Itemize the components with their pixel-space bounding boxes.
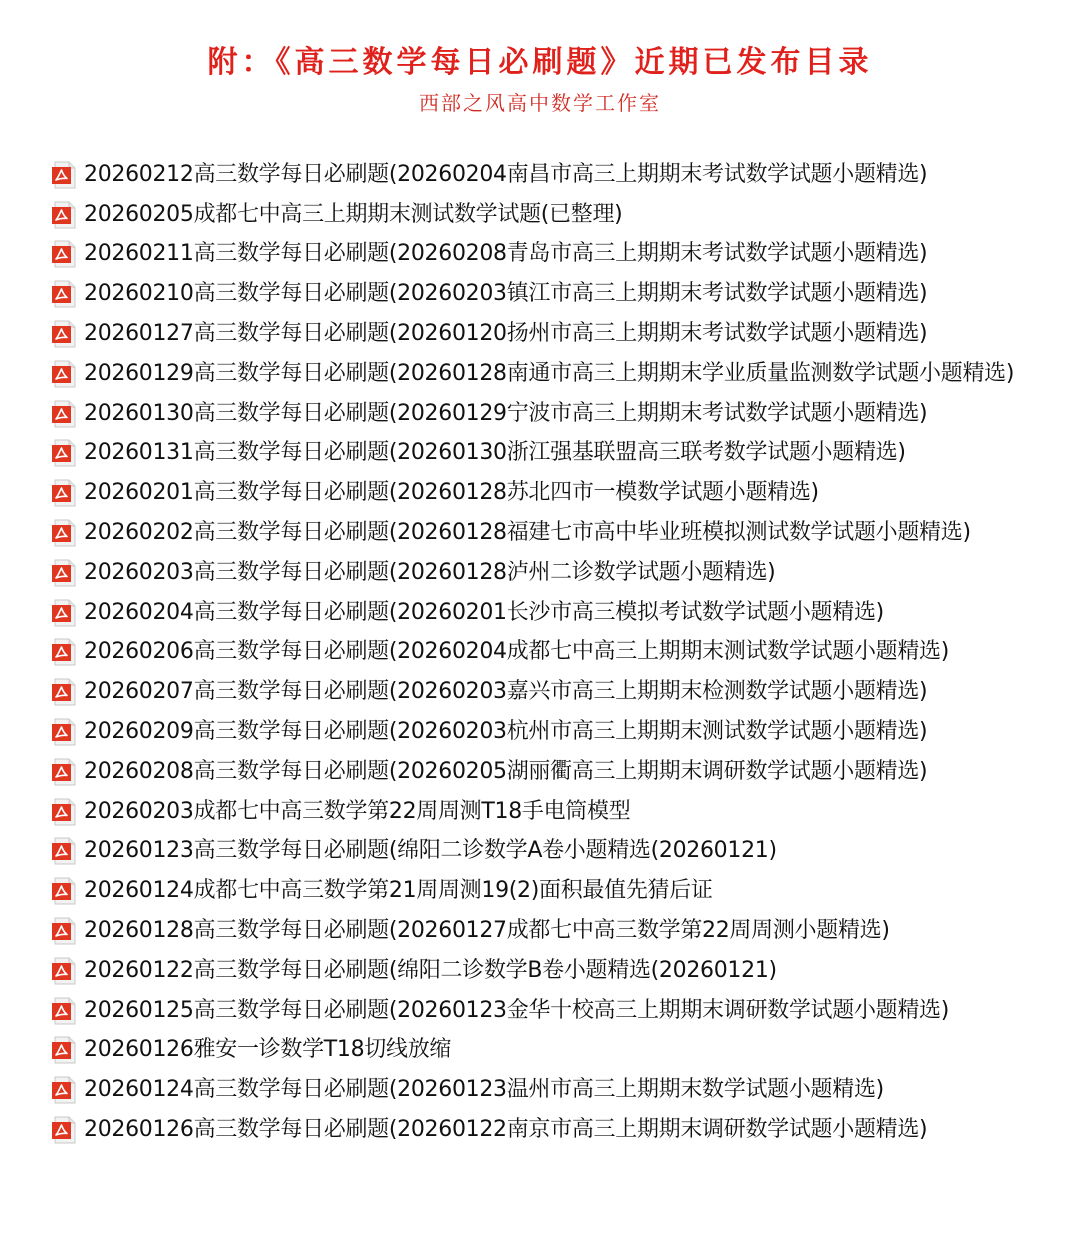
file-list-item[interactable] (50, 553, 1070, 593)
pdf-file-icon (50, 201, 78, 229)
pdf-file-icon (50, 599, 78, 627)
file-list-item[interactable] (50, 314, 1070, 354)
file-name: 20260205成都七中高三上期期末测试数学试题(已整理) (84, 201, 623, 227)
file-name: 20260211高三数学每日必刷题(20260208青岛市高三上期期末考试数学试题小题精选) (84, 241, 928, 267)
pdf-file-icon (50, 678, 78, 706)
file-name: 20260212高三数学每日必刷题(20260204南昌市高三上期期末考试数学试题小题精选) (84, 161, 928, 187)
file-name: 20260204高三数学每日必刷题(20260201长沙市高三模拟考试数学试题小题精选) (84, 599, 884, 625)
file-name: 20260130高三数学每日必刷题(20260129宁波市高三上期期末考试数学试题小题精选) (84, 400, 928, 426)
file-list-item[interactable] (50, 354, 1070, 394)
file-list-item[interactable] (50, 712, 1070, 752)
pdf-file-icon (50, 240, 78, 268)
file-name: 20260207高三数学每日必刷题(20260203嘉兴市高三上期期末检测数学试题小题精选) (84, 679, 928, 705)
pdf-file-icon (50, 758, 78, 786)
file-list-item[interactable] (50, 593, 1070, 633)
file-list-item[interactable] (50, 274, 1070, 314)
file-list-item[interactable] (50, 394, 1070, 434)
pdf-file-icon (50, 559, 78, 587)
file-name: 20260126高三数学每日必刷题(20260122南京市高三上期期末调研数学试题小题精选) (84, 1117, 928, 1143)
pdf-file-icon (50, 1076, 78, 1104)
file-name: 20260206高三数学每日必刷题(20260204成都七中高三上期期末测试数学试题小题精选) (84, 639, 950, 665)
pdf-file-icon (50, 997, 78, 1025)
pdf-file-icon (50, 161, 78, 189)
page-subtitle: 西部之风高中数学工作室 (419, 91, 661, 115)
file-list-item[interactable] (50, 911, 1070, 951)
file-list-item[interactable] (50, 473, 1070, 513)
file-name: 20260127高三数学每日必刷题(20260120扬州市高三上期期末考试数学试题小题精选) (84, 321, 928, 347)
file-list-item[interactable] (50, 1070, 1070, 1110)
file-name: 20260210高三数学每日必刷题(20260203镇江市高三上期期末考试数学试题小题精选) (84, 281, 928, 307)
file-list (50, 155, 1070, 1150)
file-list-item[interactable] (50, 871, 1070, 911)
pdf-file-icon (50, 917, 78, 945)
file-name: 20260124高三数学每日必刷题(20260123温州市高三上期期末数学试题小题精选) (84, 1077, 884, 1103)
file-list-item[interactable] (50, 513, 1070, 553)
file-name: 20260126雅安一诊数学T18切线放缩 (84, 1037, 452, 1063)
file-name: 20260208高三数学每日必刷题(20260205湖丽衢高三上期期末调研数学试题小题精选) (84, 758, 928, 784)
pdf-file-icon (50, 400, 78, 428)
file-list-item[interactable] (50, 235, 1070, 275)
file-name: 20260122高三数学每日必刷题(绵阳二诊数学B卷小题精选(20260121) (84, 957, 777, 983)
file-list-item[interactable] (50, 195, 1070, 235)
file-list-item[interactable] (50, 434, 1070, 474)
file-name: 20260203成都七中高三数学第22周周测T18手电筒模型 (84, 798, 631, 824)
pdf-file-icon (50, 877, 78, 905)
file-name: 20260201高三数学每日必刷题(20260128苏北四市一模数学试题小题精选) (84, 480, 819, 506)
pdf-file-icon (50, 320, 78, 348)
file-name: 20260124成都七中高三数学第21周周测19(2)面积最值先猜后证 (84, 878, 713, 904)
file-name: 20260131高三数学每日必刷题(20260130浙江强基联盟高三联考数学试题小题精选) (84, 440, 906, 466)
pdf-file-icon (50, 798, 78, 826)
pdf-file-icon (50, 479, 78, 507)
pdf-file-icon (50, 519, 78, 547)
file-name: 20260125高三数学每日必刷题(20260123金华十校高三上期期末调研数学试题小题精选) (84, 997, 950, 1023)
pdf-file-icon (50, 638, 78, 666)
file-name: 20260129高三数学每日必刷题(20260128南通市高三上期期末学业质量监测数学试题小题精选) (84, 360, 1015, 386)
file-list-item[interactable] (50, 951, 1070, 991)
file-list-item[interactable] (50, 832, 1070, 872)
file-name: 20260202高三数学每日必刷题(20260128福建七市高中毕业班模拟测试数学试题小题精选) (84, 520, 971, 546)
file-name: 20260209高三数学每日必刷题(20260203杭州市高三上期期末测试数学试题小题精选) (84, 719, 928, 745)
pdf-file-icon (50, 718, 78, 746)
file-list-item[interactable] (50, 633, 1070, 673)
file-list-item[interactable] (50, 792, 1070, 832)
pdf-file-icon (50, 360, 78, 388)
file-name: 20260128高三数学每日必刷题(20260127成都七中高三数学第22周周测小题精选) (84, 918, 890, 944)
pdf-file-icon (50, 1036, 78, 1064)
pdf-file-icon (50, 837, 78, 865)
file-list-item[interactable] (50, 155, 1070, 195)
page-title: 附：《高三数学每日必刷题》近期已发布目录 (207, 45, 873, 80)
pdf-file-icon (50, 1116, 78, 1144)
header (0, 40, 1080, 118)
pdf-file-icon (50, 957, 78, 985)
file-name: 20260123高三数学每日必刷题(绵阳二诊数学A卷小题精选(20260121) (84, 838, 777, 864)
pdf-file-icon (50, 439, 78, 467)
file-list-item[interactable] (50, 672, 1070, 712)
pdf-file-icon (50, 280, 78, 308)
file-list-item[interactable] (50, 752, 1070, 792)
file-name: 20260203高三数学每日必刷题(20260128泸州二诊数学试题小题精选) (84, 559, 776, 585)
file-list-item[interactable] (50, 1031, 1070, 1071)
file-list-item[interactable] (50, 1110, 1070, 1150)
file-list-item[interactable] (50, 991, 1070, 1031)
